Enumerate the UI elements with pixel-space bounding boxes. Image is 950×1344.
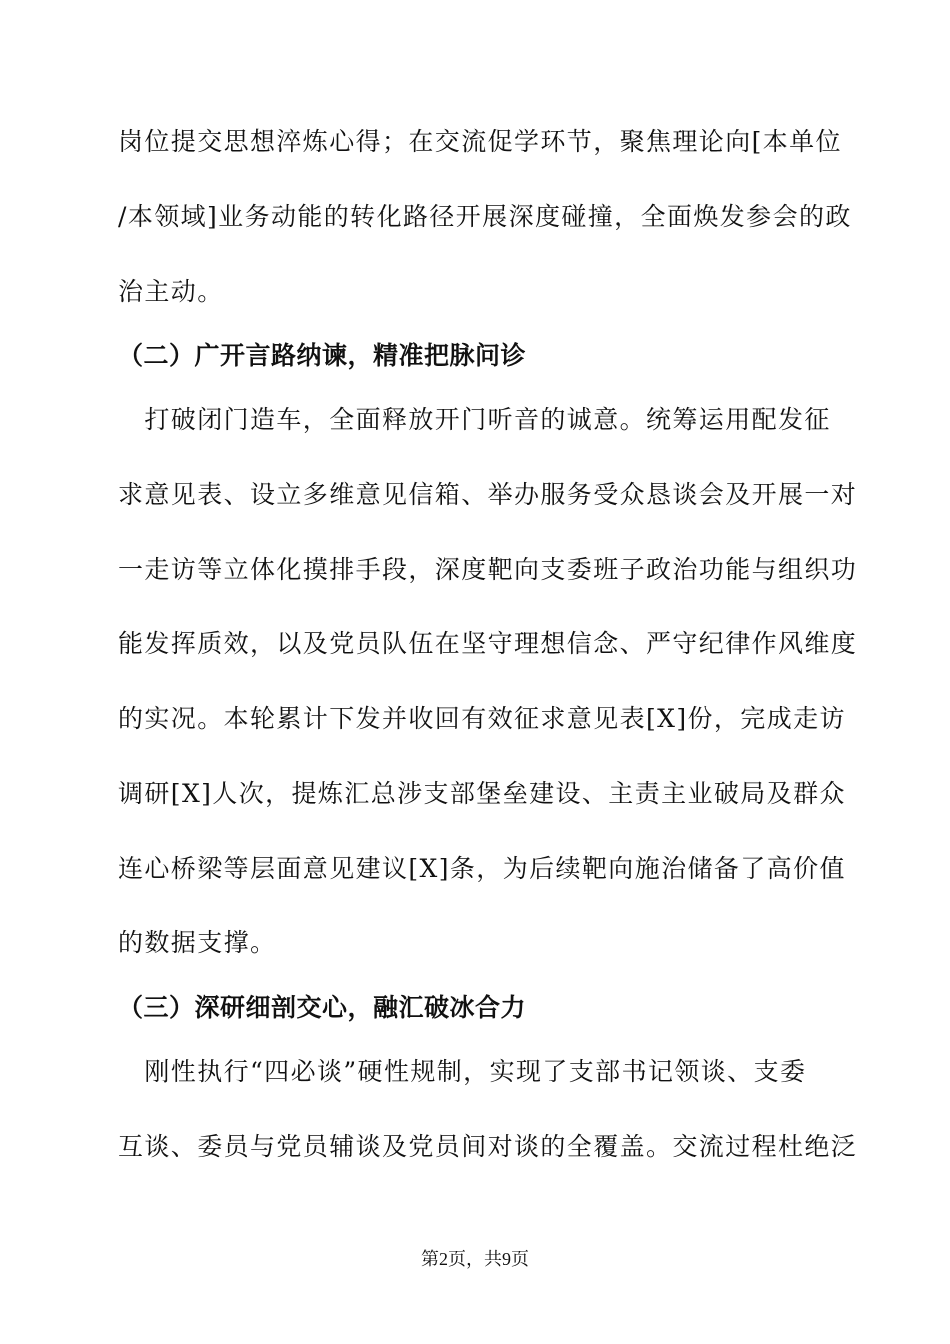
paragraph-line: /本领域]业务动能的转化路径开展深度碰撞，全面焕发参会的政	[118, 202, 852, 231]
paragraph-line: 连心桥梁等层面意见建议[X]条，为后续靶向施治储备了高价值	[118, 854, 846, 883]
section-heading-2: （二）广开言路纳谏，精准把脉问诊	[118, 341, 527, 370]
section-heading-3: （三）深研细剖交心，融汇破冰合力	[118, 993, 527, 1022]
paragraph-line: 打破闭门造车，全面释放开门听音的诚意。统筹运用配发征	[118, 405, 831, 434]
paragraph-line: 互谈、委员与党员辅谈及党员间对谈的全覆盖。交流过程杜绝泛	[118, 1132, 858, 1161]
paragraph-line: 一走访等立体化摸排手段，深度靶向支委班子政治功能与组织功	[118, 555, 858, 584]
paragraph-line: 的实况。本轮累计下发并收回有效征求意见表[X]份，完成走访	[118, 704, 846, 733]
paragraph-line: 刚性执行“四必谈”硬性规制，实现了支部书记领谈、支委	[118, 1057, 807, 1086]
page-number-footer: 第2页，共9页	[421, 1249, 529, 1269]
paragraph-line: 治主动。	[118, 277, 224, 306]
paragraph-line: 求意见表、设立多维意见信箱、举办服务受众恳谈会及开展一对	[118, 480, 858, 509]
paragraph-line: 能发挥质效，以及党员队伍在坚守理想信念、严守纪律作风维度	[118, 629, 858, 658]
paragraph-line: 的数据支撑。	[118, 928, 277, 957]
paragraph-line: 调研[X]人次，提炼汇总涉支部堡垒建设、主责主业破局及群众	[118, 779, 846, 808]
paragraph-line: 岗位提交思想淬炼心得；在交流促学环节，聚焦理论向[本单位	[118, 127, 842, 156]
